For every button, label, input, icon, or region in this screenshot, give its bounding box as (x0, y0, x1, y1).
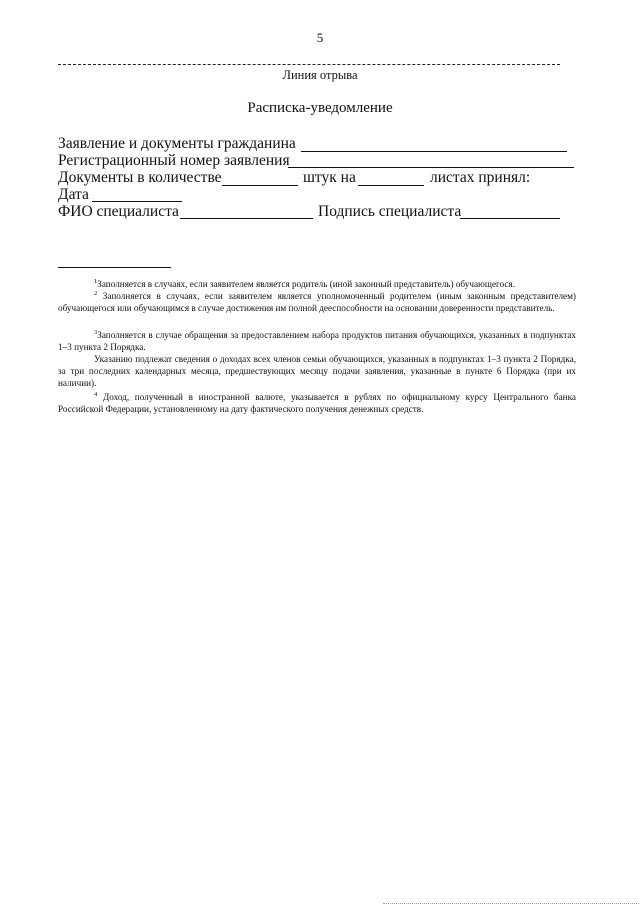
footnote-mark: 4 (94, 391, 98, 398)
footnote-income-paragraph (58, 354, 576, 389)
pieces-on-label: штук на (303, 169, 356, 186)
footnote-mark: 1 (94, 278, 98, 285)
applicant-documents-label: Заявление и документы гражданина (58, 135, 296, 152)
registration-number-line (58, 152, 290, 170)
date-blank[interactable] (92, 201, 182, 202)
specialist-signature-label-wrap (318, 203, 461, 221)
pieces-on-label-wrap (303, 169, 356, 187)
footnote-mark: 3 (94, 329, 98, 336)
specialist-line (58, 203, 179, 221)
date-label: Дата (58, 186, 89, 203)
applicant-documents-line (58, 135, 296, 153)
footnote-separator (58, 267, 171, 268)
sheets-accepted-label: листах принял: (430, 169, 531, 186)
specialist-signature-label: Подпись специалиста (318, 203, 462, 220)
registration-number-label: Регистрационный номер заявления (58, 152, 290, 169)
scan-edge-mark (383, 903, 640, 904)
document-title: Расписка-уведомление (247, 100, 393, 116)
specialist-name-label: ФИО специалиста (58, 203, 179, 220)
documents-count-blank[interactable] (222, 185, 298, 186)
cut-line-label: Линия отрыва (282, 68, 358, 82)
footnote-mark: 2 (94, 290, 98, 297)
footnote-text: Заполняется в случаях, если заявителем является уполномоченный родителем (иным законным представителем) обучающегося или обучающимся в случае достижения им полной дееспособности на основании доверенности представитель. (58, 291, 576, 313)
footnote-2 (58, 291, 576, 315)
documents-count-line (58, 169, 222, 187)
date-line (58, 186, 89, 204)
footnote-text: Заполняется в случае обращения за предоставлением набора продуктов питания обучающихся, указанных в подпунктах 1–3 пункта 2 Порядка. (58, 330, 576, 352)
specialist-name-blank[interactable] (180, 218, 313, 219)
cut-line (58, 64, 560, 65)
footnote-text: Заполняется в случаях, если заявителем является родитель (иной законный представитель) обучающегося. (97, 279, 516, 289)
documents-count-label: Документы в количестве (58, 169, 222, 186)
sheets-accepted-label-wrap (430, 169, 530, 187)
footnote-text: Доход, полученный в иностранной валюте, указывается в рублях по официальному курсу Центрального банка Российской Федерации, установленному на дату фактического получения денежных средств. (58, 392, 577, 414)
footnote-text: Указанию подлежат сведения о доходах всех членов семьи обучающихся, указанных в подпунктах 1–3 пункта 2 Порядка, за три последних календарных месяца, предшествующих месяцу подачи заявления, указанные в пункте 6 Порядка (при их наличии). (58, 354, 576, 388)
sheets-count-blank[interactable] (358, 185, 424, 186)
footnote-3 (58, 330, 576, 354)
registration-number-blank[interactable] (288, 167, 574, 168)
specialist-signature-blank[interactable] (460, 218, 560, 219)
page-number: 5 (316, 30, 324, 45)
applicant-name-blank[interactable] (301, 151, 567, 152)
footnote-1 (58, 279, 576, 291)
footnote-4 (58, 392, 576, 416)
